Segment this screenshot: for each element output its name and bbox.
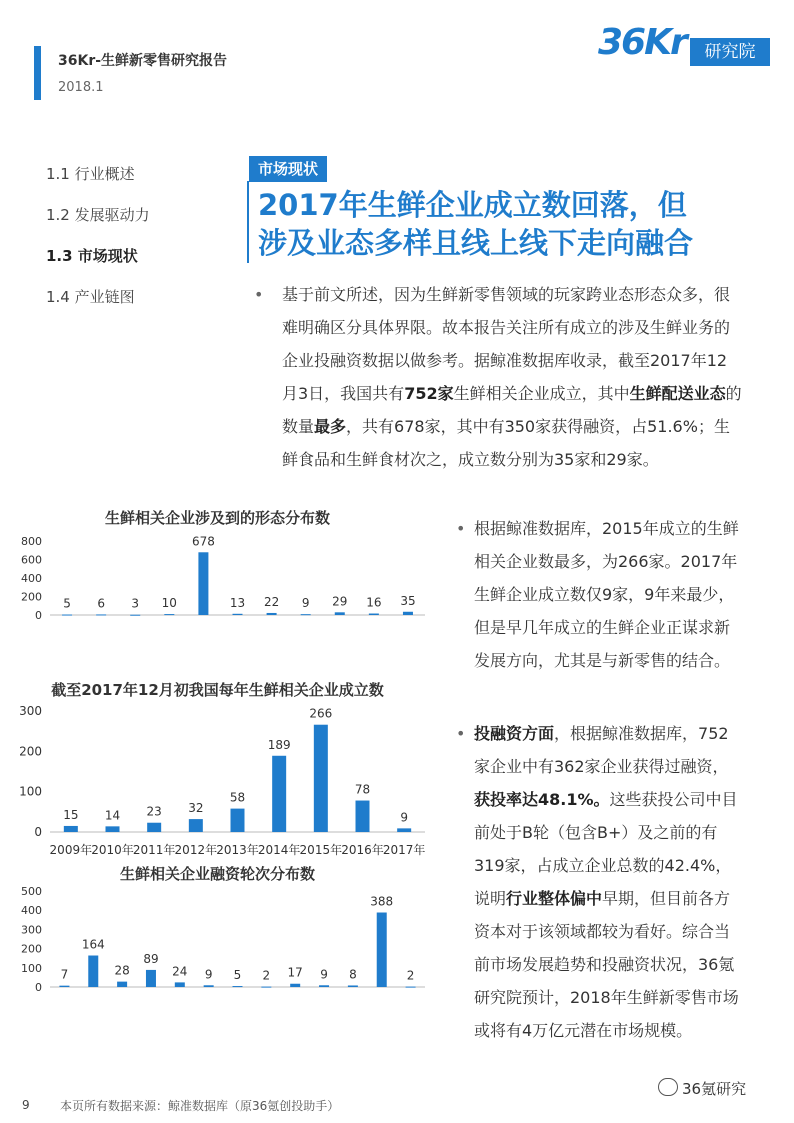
- chart-svg: [0, 862, 440, 997]
- report-date: 2018.1: [58, 80, 104, 95]
- bar: [164, 614, 174, 615]
- data-label: 58: [229, 790, 246, 805]
- bar: [147, 823, 161, 832]
- bullet-dot: •: [254, 285, 264, 304]
- x-tick-label: 2014年: [257, 843, 301, 857]
- data-source-note: 本页所有数据来源：鲸准数据库（原36氪创投助手）: [60, 1099, 340, 1113]
- bar: [117, 982, 127, 987]
- y-tick-label: 300: [21, 923, 42, 937]
- bar: [290, 984, 300, 987]
- data-label: 78: [354, 782, 371, 797]
- text-run: ，根据鲸准数据库，752家企业中有362家企业获得过融资，: [474, 724, 729, 776]
- bar: [267, 613, 277, 615]
- bar: [335, 612, 345, 615]
- y-tick-label: 600: [21, 553, 42, 567]
- data-label: 13: [229, 595, 246, 610]
- text-run: ，共有678家，其中有350家获得融资，占51.6%；生鲜食品和生鲜食材次之，成立数分别为35家和29家。: [282, 417, 730, 469]
- data-label: 10: [161, 596, 177, 611]
- x-tick-label: 2010年: [91, 843, 134, 857]
- text-run: 根据鲸准数据库，2015年成立的生鲜相关企业数最多，为266家。2017年生鲜企业成立数仅9家，9年来最少，但是早几年成立的生鲜企业正谋求新发展方向，尤其是与新零售的结合。: [474, 519, 739, 670]
- chart-svg: [0, 505, 440, 625]
- bullet-dot: •: [456, 519, 466, 538]
- data-label: 5: [63, 596, 71, 611]
- bullet-text: [282, 285, 742, 469]
- toc-item-market-status[interactable]: 1.3 市场现状: [46, 247, 138, 265]
- data-label: 164: [81, 937, 105, 952]
- data-label: 35: [400, 593, 416, 608]
- table-of-contents: [46, 160, 150, 324]
- bar: [106, 826, 120, 832]
- text-run: 这些获投公司中目前处于B轮（包含B+）及之前的有319家，占成立企业总数的42.4%，说明: [474, 790, 738, 908]
- bold-text-run: 最多: [314, 417, 347, 436]
- bullet-dot: •: [456, 724, 466, 743]
- bold-text-run: 行业整体偏中: [506, 889, 603, 908]
- data-label: 23: [146, 804, 162, 819]
- bar: [88, 956, 98, 987]
- bullet-paragraph-2: [456, 512, 742, 677]
- y-tick-label: 400: [21, 904, 42, 918]
- header-accent-bar: [34, 46, 41, 100]
- bold-text-run: 752家: [404, 384, 454, 403]
- logo-text: 研究院: [690, 38, 770, 66]
- x-tick-label: 2009年: [49, 843, 93, 857]
- bar: [356, 801, 370, 832]
- headline-rule: [247, 181, 249, 263]
- data-label: 266: [309, 706, 333, 721]
- text-run: 的数量: [282, 384, 742, 436]
- bar: [403, 612, 413, 615]
- bar: [96, 614, 106, 615]
- bar: [62, 615, 72, 616]
- toc-item-industry-chain[interactable]: 1.4 产业链图: [46, 288, 135, 306]
- brand-logo: [598, 22, 774, 72]
- data-label: 9: [301, 596, 310, 611]
- wechat-icon: [658, 1078, 678, 1096]
- x-tick-label: 2011年: [132, 843, 176, 857]
- data-label: 8: [349, 967, 357, 982]
- y-tick-label: 100: [19, 784, 42, 799]
- data-label: 189: [267, 737, 291, 752]
- y-tick-label: 500: [21, 885, 42, 898]
- x-tick-label: 2013年: [216, 843, 259, 857]
- data-label: 22: [263, 594, 280, 609]
- bar: [130, 615, 140, 616]
- headline-line-1: 2017年生鲜企业成立数回落，但: [258, 188, 687, 222]
- bar: [64, 826, 78, 832]
- bar: [231, 809, 245, 832]
- data-label: 9: [400, 810, 408, 825]
- bullet-text: [474, 724, 739, 1040]
- chart-svg: [0, 678, 440, 863]
- y-tick-label: 800: [21, 535, 42, 548]
- bar: [204, 985, 214, 987]
- bar: [59, 986, 69, 987]
- page-number: 9: [22, 1098, 30, 1112]
- bar: [369, 614, 379, 615]
- bold-text-run: 投融资方面: [474, 724, 555, 743]
- bullet-paragraph-1: [254, 278, 742, 476]
- y-tick-label: 100: [21, 961, 42, 975]
- bar: [348, 985, 358, 987]
- x-tick-label: 2012年: [174, 843, 218, 857]
- x-tick-label: 2015年: [299, 843, 343, 857]
- watermark-text: 36氪研究: [682, 1080, 747, 1098]
- data-label: 3: [131, 596, 140, 611]
- text-run: 生鲜相关企业成立，其中: [453, 384, 630, 403]
- watermark: [658, 1078, 746, 1099]
- x-tick-label: 2017年: [382, 843, 426, 857]
- bar: [233, 986, 243, 987]
- chart-funding-rounds: [0, 862, 440, 997]
- bar: [397, 828, 411, 832]
- data-label: 2: [406, 968, 415, 983]
- data-label: 9: [320, 967, 328, 982]
- y-tick-label: 200: [21, 942, 42, 956]
- data-label: 17: [287, 965, 303, 980]
- bullet-text: [474, 519, 739, 670]
- data-label: 16: [366, 595, 382, 610]
- data-label: 9: [204, 967, 213, 982]
- y-tick-label: 0: [35, 981, 42, 994]
- toc-item-drivers[interactable]: 1.2 发展驱动力: [46, 206, 150, 224]
- bar: [261, 987, 271, 988]
- toc-item-overview[interactable]: 1.1 行业概述: [46, 165, 135, 183]
- data-label: 2: [262, 968, 271, 983]
- bar: [319, 985, 329, 987]
- chart-title: 截至2017年12月初我国每年生鲜相关企业成立数: [51, 681, 384, 699]
- chart-title: 生鲜相关企业涉及到的形态分布数: [104, 509, 331, 527]
- bar: [189, 819, 203, 832]
- y-tick-label: 300: [19, 704, 42, 718]
- data-label: 32: [188, 801, 204, 816]
- data-label: 5: [233, 968, 242, 983]
- bar: [301, 614, 311, 615]
- data-label: 6: [97, 596, 105, 611]
- headline-line-2: 涉及业态多样且线上线下走向融合: [258, 226, 694, 260]
- data-label: 388: [370, 894, 394, 909]
- bar: [272, 756, 286, 832]
- y-tick-label: 400: [21, 572, 42, 585]
- bar: [175, 982, 185, 987]
- data-label: 15: [63, 807, 79, 822]
- chart-title: 生鲜相关企业融资轮次分布数: [119, 865, 316, 883]
- data-label: 678: [191, 534, 215, 549]
- data-label: 7: [60, 967, 69, 982]
- data-label: 14: [104, 808, 121, 823]
- bar: [146, 970, 156, 987]
- data-label: 29: [332, 594, 348, 609]
- y-tick-label: 200: [19, 744, 42, 759]
- report-title: 36Kr-生鲜新零售研究报告: [58, 53, 228, 69]
- bar: [233, 614, 243, 615]
- page-headline: [258, 186, 758, 262]
- data-label: 89: [143, 951, 159, 966]
- y-tick-label: 0: [34, 825, 42, 839]
- data-label: 28: [114, 963, 130, 978]
- bar: [198, 552, 208, 615]
- y-tick-label: 0: [35, 609, 42, 622]
- data-label: 24: [172, 964, 188, 979]
- bold-text-run: 获投率达48.1%。: [474, 790, 610, 809]
- x-tick-label: 2016年: [341, 843, 384, 857]
- text-run: 基于前文所述，因为生鲜新零售领域的玩家跨业态形态众多，很难明确区分具体界限。故本报告关注所有成立的涉及生鲜业务的企业投融资数据以做参考。据鲸准数据库收录，截至2017年12月3日，我国共有: [282, 285, 731, 403]
- text-run: 早期，但目前各方资本对于该领域都较为看好。综合当前市场发展趋势和投融资状况，36氪研究院预计，2018年生鲜新零售市场或将有4万亿元潜在市场规模。: [474, 889, 739, 1040]
- logo-mark: 36Kr: [598, 22, 686, 63]
- bold-text-run: 生鲜配送业态: [629, 384, 726, 403]
- chart-business-forms: [0, 505, 440, 625]
- bullet-paragraph-3: [456, 717, 742, 1047]
- bar: [406, 987, 416, 988]
- bar: [377, 913, 387, 987]
- chart-yearly-founded: [0, 678, 440, 863]
- section-tag: 市场现状: [249, 156, 327, 182]
- y-tick-label: 200: [21, 590, 42, 604]
- bar: [314, 725, 328, 832]
